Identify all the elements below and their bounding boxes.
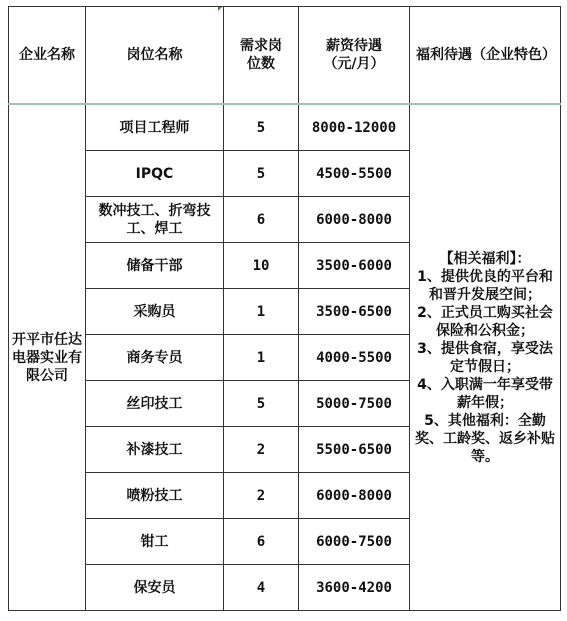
benefit-item: 2、正式员工购买社会保险和公积金；	[417, 304, 553, 339]
position-count: 2	[224, 473, 299, 519]
position-count: 1	[224, 335, 299, 381]
salary-range: 6000-8000	[299, 197, 410, 243]
position-name: 储备干部	[86, 243, 224, 289]
salary-range: 3600-4200	[299, 565, 410, 611]
position-name: IPQC	[86, 151, 224, 197]
position-count: 1	[224, 289, 299, 335]
salary-range: 6000-7500	[299, 519, 410, 565]
position-count: 6	[224, 197, 299, 243]
position-count: 2	[224, 427, 299, 473]
salary-range: 4000-5500	[299, 335, 410, 381]
salary-range: 5500-6500	[299, 427, 410, 473]
salary-range: 4500-5500	[299, 151, 410, 197]
position-count: 6	[224, 519, 299, 565]
position-name: 丝印技工	[86, 381, 224, 427]
benefit-item: 5、其他福利：全勤奖、工龄奖、返乡补贴等。	[415, 412, 555, 465]
salary-range: 6000-8000	[299, 473, 410, 519]
salary-range: 5000-7500	[299, 381, 410, 427]
benefits-cell	[410, 104, 561, 611]
position-count: 10	[224, 243, 299, 289]
company-name: 开平市任达电器实业有限公司	[9, 104, 86, 611]
table-header-row	[9, 7, 561, 105]
position-name: 项目工程师	[86, 104, 224, 151]
header-company: 企业名称	[9, 7, 86, 105]
position-name: 喷粉技工	[86, 473, 224, 519]
position-name: 数冲技工、折弯技工、焊工	[86, 197, 224, 243]
benefits-heading: 【相关福利】：	[439, 250, 531, 267]
position-name: 补漆技工	[86, 427, 224, 473]
table-row	[9, 104, 561, 151]
position-name: 采购员	[86, 289, 224, 335]
header-position: 岗位名称	[86, 7, 224, 105]
position-count: 5	[224, 381, 299, 427]
benefit-item: 4、入职满一年享受带薪年假；	[417, 376, 553, 411]
header-benefits: 福利待遇（企业特色）	[410, 7, 561, 105]
benefit-item: 3、提供食宿，享受法定节假日；	[417, 340, 553, 375]
position-count: 4	[224, 565, 299, 611]
position-name: 钳工	[86, 519, 224, 565]
position-name: 保安员	[86, 565, 224, 611]
position-count: 5	[224, 151, 299, 197]
header-salary: 薪资待遇（元/月）	[299, 7, 410, 105]
position-count: 5	[224, 104, 299, 151]
benefit-item: 1、提供优良的平台和和晋升发展空间；	[417, 268, 553, 303]
header-count: 需求岗位数	[224, 7, 299, 105]
job-listing-table	[8, 6, 561, 611]
salary-range: 3500-6000	[299, 243, 410, 289]
salary-range: 8000-12000	[299, 104, 410, 151]
salary-range: 3500-6500	[299, 289, 410, 335]
position-name: 商务专员	[86, 335, 224, 381]
